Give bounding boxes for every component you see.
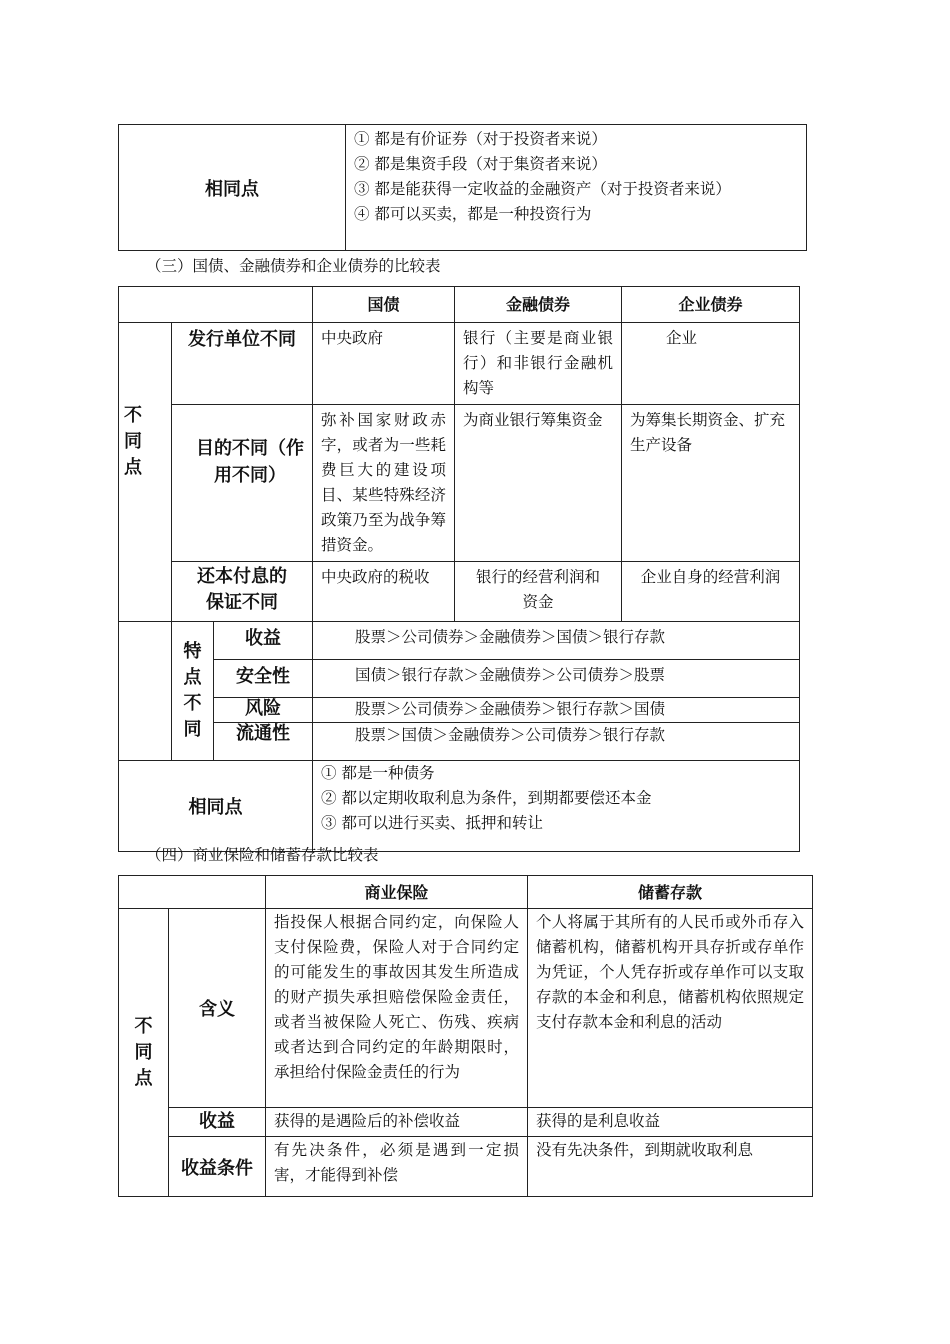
cell-guarantee-guozhai: 中央政府的税收 <box>313 562 455 622</box>
row-label-meaning: 含义 <box>169 909 266 1108</box>
feature-label-return: 收益 <box>214 622 313 660</box>
cell-issuer-guozhai: 中央政府 <box>313 323 455 405</box>
list-item: ① 都是有价证券（对于投资者来说） <box>354 130 607 148</box>
row-label-guarantee: 还本付息的保证不同 <box>172 562 313 622</box>
row-label-same: 相同点 <box>119 125 346 251</box>
caption-section-3: （三）国债、金融债券和企业债券的比较表 <box>146 257 441 275</box>
list-item: ① 都是一种债务 <box>321 764 435 782</box>
feature-label-safety: 安全性 <box>214 660 313 698</box>
same-bonds-list <box>313 761 800 852</box>
cell-meaning-savings: 个人将属于其所有的人民币或外币存入储蓄机构，储蓄机构开具存折或存单作为凭证，个人凭存折或存单作可以支取存款的本金和利息，储蓄机构依照规定支付存款本金和利息的活动 <box>528 909 813 1108</box>
header-empty <box>119 287 313 323</box>
cell-guarantee-qiye: 企业自身的经营利润 <box>622 562 800 622</box>
cell-condition-savings: 没有先决条件，到期就收取利息 <box>528 1137 813 1197</box>
cell-purpose-jinrong: 为商业银行筹集资金 <box>455 405 622 562</box>
feature-value-safety: 国债＞银行存款＞金融债券＞公司债券＞股票 <box>313 660 800 698</box>
list-item: ④ 都可以买卖，都是一种投资行为 <box>354 205 592 223</box>
list-item: ② 都是集资手段（对于集资者来说） <box>354 155 607 173</box>
feature-label-liquidity: 流通性 <box>214 723 313 761</box>
cell-purpose-qiye: 为筹集长期资金、扩充生产设备 <box>622 405 800 562</box>
diff-label: 不同点 <box>119 323 172 622</box>
table-common-points <box>118 124 807 251</box>
feature-label-risk: 风险 <box>214 698 313 723</box>
row-label-same-bonds: 相同点 <box>119 761 313 852</box>
cell-issuer-jinrong: 银行（主要是商业银行）和非银行金融机构等 <box>455 323 622 405</box>
cell-meaning-insurance: 指投保人根据合同约定，向保险人支付保险费，保险人对于合同约定的可能发生的事故因其发生所造成的财产损失承担赔偿保险金责任，或者当被保险人死亡、伤残、疾病或者达到合同约定的年龄期限时，承担给付保险金责任的行为 <box>266 909 528 1108</box>
row-label-return: 收益 <box>169 1108 266 1137</box>
cell-guarantee-jinrong: 银行的经营利润和资金 <box>455 562 622 622</box>
row-label-issuer: 发行单位不同 <box>172 323 313 405</box>
diff-label-filler <box>119 622 172 761</box>
cell-issuer-qiye: 企业 <box>622 323 800 405</box>
same-points-list <box>346 125 807 251</box>
cell-return-savings: 获得的是利息收益 <box>528 1108 813 1137</box>
header-savings: 储蓄存款 <box>528 876 813 909</box>
caption-section-4: （四）商业保险和储蓄存款比较表 <box>146 846 379 864</box>
header-jinrong: 金融债券 <box>455 287 622 323</box>
table-bond-comparison <box>118 286 800 852</box>
list-item: ③ 都是能获得一定收益的金融资产（对于投资者来说） <box>354 180 731 198</box>
cell-return-insurance: 获得的是遇险后的补偿收益 <box>266 1108 528 1137</box>
feature-label: 特点不同 <box>172 622 214 761</box>
list-item: ③ 都可以进行买卖、抵押和转让 <box>321 814 543 832</box>
row-label-purpose: 目的不同（作用不同） <box>172 405 313 562</box>
diff-label: 不同点 <box>119 909 169 1197</box>
feature-value-liquidity: 股票＞国债＞金融债券＞公司债券＞银行存款 <box>313 723 800 761</box>
list-item: ② 都以定期收取利息为条件，到期都要偿还本金 <box>321 789 652 807</box>
feature-value-return: 股票＞公司债券＞金融债券＞国债＞银行存款 <box>313 622 800 660</box>
header-insurance: 商业保险 <box>266 876 528 909</box>
feature-value-risk: 股票＞公司债券＞金融债券＞银行存款＞国债 <box>313 698 800 723</box>
header-qiye: 企业债券 <box>622 287 800 323</box>
row-label-condition: 收益条件 <box>169 1137 266 1197</box>
table-insurance-savings <box>118 875 813 1197</box>
cell-purpose-guozhai: 弥补国家财政赤字，或者为一些耗费巨大的建设项目、某些特殊经济政策乃至为战争筹措资金。 <box>313 405 455 562</box>
cell-condition-insurance: 有先决条件，必须是遇到一定损害，才能得到补偿 <box>266 1137 528 1197</box>
header-guozhai: 国债 <box>313 287 455 323</box>
header-empty <box>119 876 266 909</box>
